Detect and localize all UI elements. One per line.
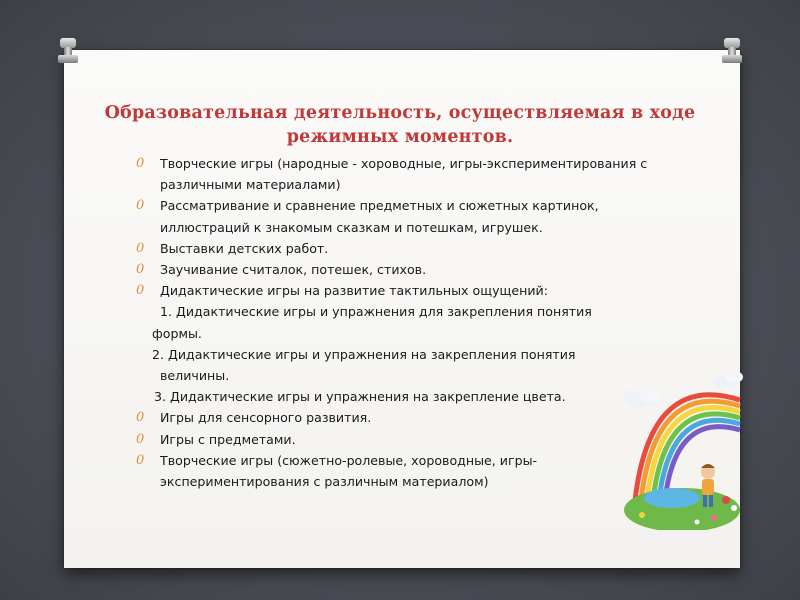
- bullet-icon: 0: [136, 156, 145, 171]
- push-pin-icon: [58, 38, 78, 68]
- bullet-icon: 0: [136, 198, 145, 214]
- bullet-icon: 0: [136, 410, 145, 426]
- bullet-icon: 0: [136, 452, 145, 468]
- sub-item: [130, 344, 670, 386]
- list-item: [130, 153, 670, 195]
- list-item: [130, 407, 670, 428]
- list-item-text: Творческие игры (сюжетно-ролевые, хороводные, игры-экспериментирования с различным материалом): [160, 452, 538, 490]
- list-item-text: Игры для сенсорного развития.: [160, 410, 372, 426]
- sub-item: [130, 301, 670, 343]
- sub-item-text: 2. Дидактические игры и упражнения на закрепления понятия: [152, 346, 576, 362]
- list-item: [130, 195, 670, 237]
- list-item: [130, 280, 670, 301]
- list-item-text: Творческие игры (народные - хороводные, игры-экспериментирования с различными материалами): [160, 156, 648, 193]
- list-item: [130, 429, 670, 450]
- list-item-text: Рассматривание и сравнение предметных и сюжетных картинок, иллюстраций к знакомым сказкам и потешкам, игрушек.: [160, 198, 599, 235]
- sub-item-continuation: величины.: [160, 368, 230, 384]
- bullet-icon: 0: [136, 262, 145, 278]
- list-item-text: Дидактические игры на развитие тактильных ощущений:: [160, 283, 548, 299]
- sub-item-text: 1. Дидактические игры и упражнения для закрепления понятия: [160, 304, 592, 320]
- pond: [644, 488, 700, 508]
- slide-title: Образовательная деятельность, осуществляемая в ходе режимных моментов.: [104, 103, 696, 147]
- list-item: [130, 238, 670, 259]
- push-pin-icon: [722, 38, 742, 68]
- bullet-icon: 0: [136, 240, 145, 256]
- sub-item-text: 3. Дидактические игры и упражнения на закрепление цвета.: [154, 389, 566, 405]
- list-item-text: Выставки детских работ.: [160, 240, 329, 256]
- bullet-list: [130, 153, 670, 492]
- cloud-icon: [713, 371, 743, 389]
- list-item-text: Игры с предметами.: [160, 431, 296, 447]
- sub-item-continuation: формы.: [152, 325, 202, 341]
- bullet-icon: 0: [136, 431, 145, 447]
- cloud-icon: [623, 386, 661, 408]
- list-item: [130, 259, 670, 280]
- bullet-icon: 0: [136, 283, 145, 299]
- list-item-text: Заучивание считалок, потешек, стихов.: [160, 262, 427, 278]
- list-item: [130, 450, 670, 492]
- rainbow-illustration: [622, 360, 747, 530]
- sub-item: [130, 386, 670, 407]
